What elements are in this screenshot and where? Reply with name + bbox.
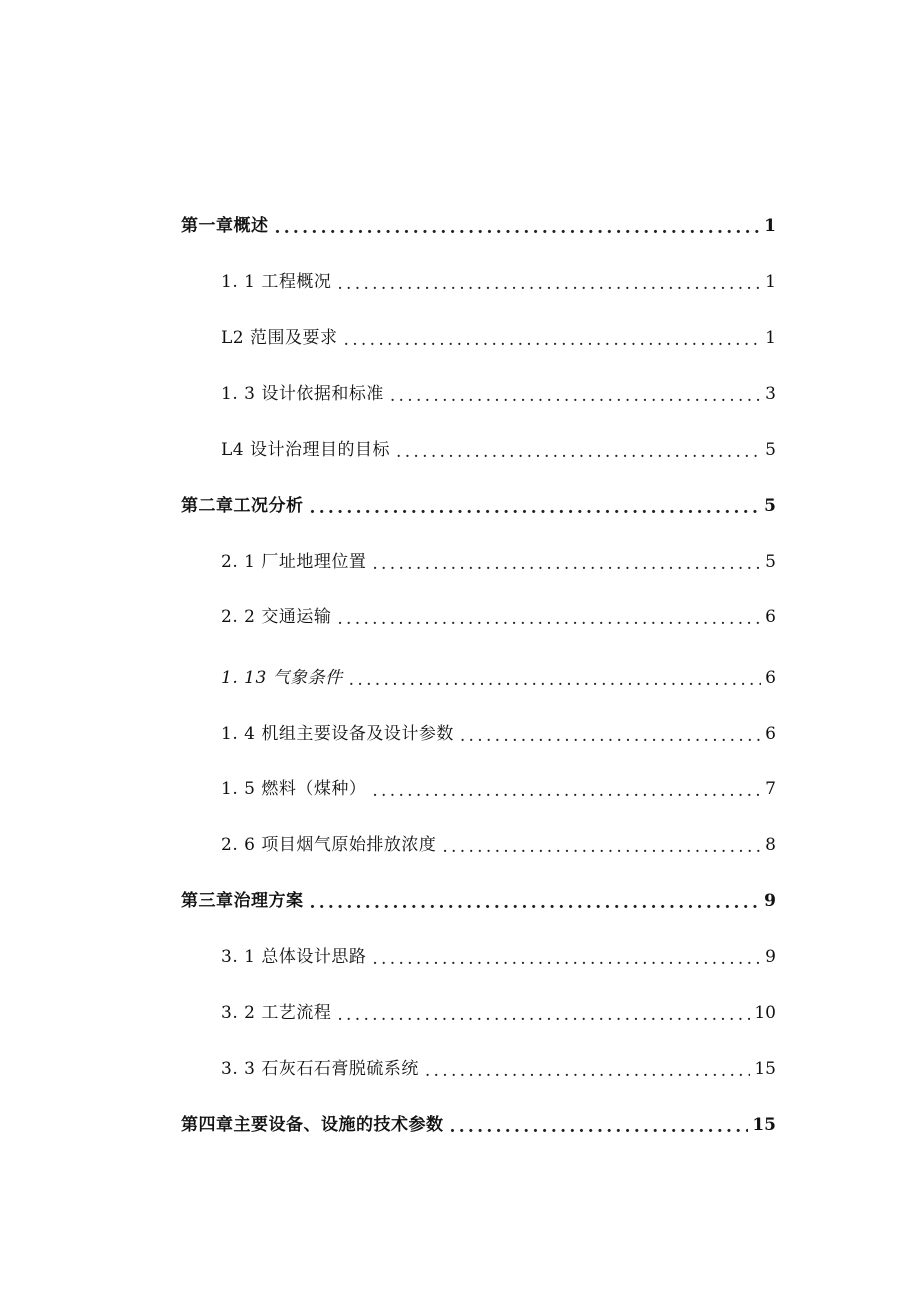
toc-title: 3. 3 石灰石石膏脱硫系统 (221, 1059, 419, 1079)
toc-page-number: 5 (764, 496, 776, 516)
toc-leader (337, 276, 761, 292)
toc-page-number: 6 (765, 724, 776, 744)
toc-leader (425, 1063, 751, 1079)
toc-entry-section-1-2[interactable] (221, 318, 776, 348)
toc-title: 第二章工况分析 (181, 496, 304, 516)
toc-entry-section-2-5[interactable] (221, 769, 776, 799)
toc-page-number: 6 (765, 607, 776, 627)
toc-leader (372, 556, 761, 572)
toc-leader (372, 783, 761, 799)
toc-title: 1. 13 气象条件 (221, 668, 343, 688)
toc-leader (372, 951, 761, 967)
toc-leader (344, 332, 762, 348)
toc-title: L2 范围及要求 (221, 328, 338, 348)
toc-title: 第一章概述 (181, 216, 269, 236)
toc-title: 3. 2 工艺流程 (221, 1003, 332, 1023)
toc-title: 3. 1 总体设计思路 (221, 947, 367, 967)
toc-leader (349, 672, 762, 688)
toc-title: 1. 1 工程概况 (221, 272, 332, 292)
toc-title: 2. 2 交通运输 (221, 607, 332, 627)
toc-leader (390, 388, 761, 404)
toc-page-number: 3 (765, 384, 776, 404)
toc-title: 第三章治理方案 (181, 891, 304, 911)
toc-page-number: 15 (754, 1059, 776, 1079)
toc-entry-chapter-1[interactable] (181, 206, 776, 236)
toc-page-number: 5 (765, 440, 776, 460)
toc-title: 2. 6 项目烟气原始排放浓度 (221, 835, 437, 855)
toc-entry-section-2-2[interactable] (221, 597, 776, 627)
toc-entry-section-3-3[interactable] (221, 1049, 776, 1079)
toc-page-number: 1 (765, 328, 776, 348)
toc-entry-chapter-2[interactable] (181, 486, 776, 516)
toc-title: 第四章主要设备、设施的技术参数 (181, 1115, 444, 1135)
toc-page-number: 1 (765, 272, 776, 292)
toc-entry-section-3-2[interactable] (221, 993, 776, 1023)
toc-page-number: 9 (764, 891, 776, 911)
toc-leader (460, 728, 761, 744)
toc-entry-section-2-3[interactable] (221, 658, 776, 688)
toc-leader (396, 444, 761, 460)
toc-leader (310, 895, 761, 911)
toc-leader (337, 1007, 750, 1023)
toc-page-number: 9 (765, 947, 776, 967)
toc-entry-section-2-4[interactable] (221, 714, 776, 744)
toc-page-number: 1 (764, 216, 776, 236)
toc-entry-section-1-3[interactable] (221, 374, 776, 404)
toc-entry-section-1-1[interactable] (221, 262, 776, 292)
toc-page-number: 6 (765, 668, 776, 688)
toc-leader (450, 1119, 749, 1135)
toc-entry-chapter-3[interactable] (181, 881, 776, 911)
toc-title: L4 设计治理目的目标 (221, 440, 391, 460)
toc-title: 1. 4 机组主要设备及设计参数 (221, 724, 454, 744)
toc-title: 1. 5 燃料（煤种） (221, 779, 367, 799)
toc-page-number: 8 (765, 835, 776, 855)
toc-leader (337, 611, 761, 627)
toc-page-number: 15 (752, 1115, 776, 1135)
toc-entry-section-2-6[interactable] (221, 825, 776, 855)
toc-title: 2. 1 厂址地理位置 (221, 552, 367, 572)
toc-page-number: 10 (754, 1003, 776, 1023)
toc-entry-section-1-4[interactable] (221, 430, 776, 460)
toc-title: 1. 3 设计依据和标准 (221, 384, 384, 404)
toc-entry-chapter-4[interactable] (181, 1105, 776, 1135)
toc-page-number: 7 (765, 779, 776, 799)
toc-leader (275, 220, 761, 236)
toc-leader (442, 839, 761, 855)
toc-leader (310, 500, 761, 516)
toc-entry-section-3-1[interactable] (221, 937, 776, 967)
toc-page-number: 5 (765, 552, 776, 572)
toc-entry-section-2-1[interactable] (221, 542, 776, 572)
